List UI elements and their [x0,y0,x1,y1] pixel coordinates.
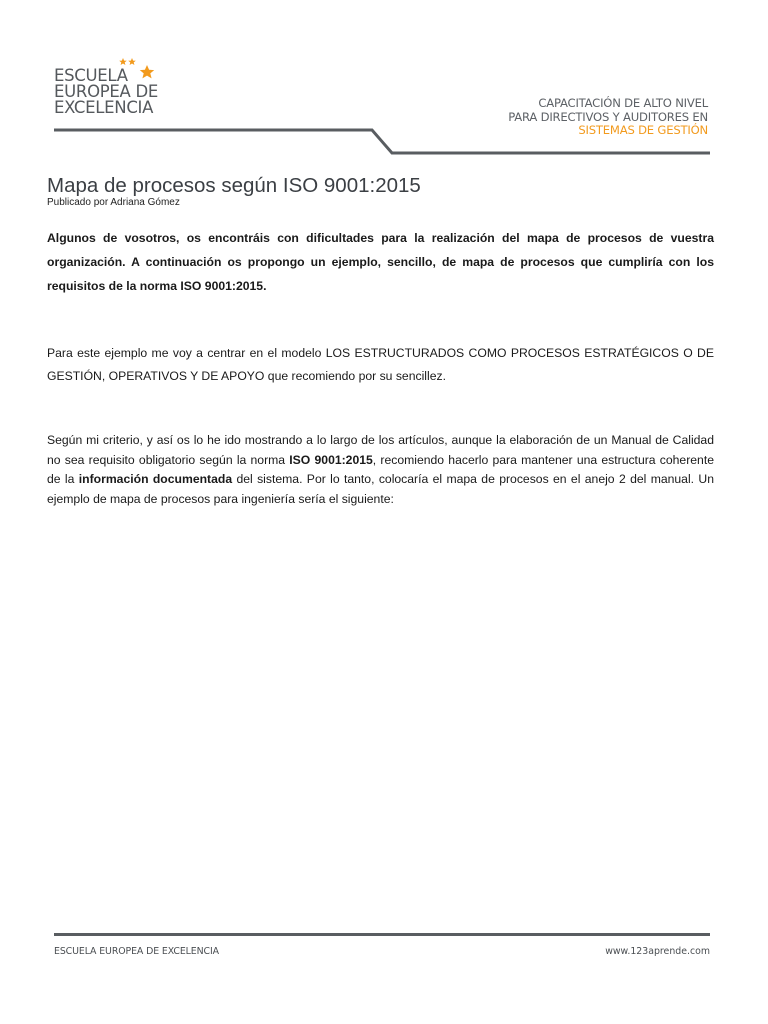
body-paragraph [47,431,714,509]
paragraph-text: , recomiendo hacerlo para mantener una estructura coherente de la [47,452,714,486]
logo-text-line: EUROPEA DE [54,82,158,101]
tagline-line: PARA DIRECTIVOS Y AUDITORES EN [508,109,708,124]
intro-paragraph: Algunos de vosotros, os encontráis con dificultades para la realización del mapa de procesos de vuestra organización. A continuación os propongo un ejemplo, sencillo, de mapa de procesos que cumpliría con los requisitos de la norma ISO 9001:2015. [47,231,714,293]
tagline-line: CAPACITACIÓN DE ALTO NIVEL [538,96,708,110]
tagline-accent-line: SISTEMAS DE GESTIÓN [578,123,708,137]
author-name: Adriana Gómez [110,197,180,208]
byline [47,197,180,208]
page-title: Mapa de procesos según ISO 9001:2015 [47,174,421,197]
school-logo [54,56,214,126]
footer-website: www.123aprende.com [605,946,710,957]
bold-text: información documentada [78,472,233,486]
footer-divider [54,933,710,936]
paragraph-text: del sistema. Por lo tanto, colocaría el mapa de procesos en el anejo 2 del manual. Un ejemplo de mapa de procesos para ingeniería sería el siguiente: [47,472,714,506]
header-divider [0,120,768,160]
bold-text: ISO 9001:2015 [289,452,373,467]
byline-prefix: Publicado por [47,197,111,208]
logo-text-line: ESCUELA [54,66,128,85]
logo-text-line: EXCELENCIA [54,98,154,117]
paragraph-text: Según mi criterio, y así os lo he ido mostrando a lo largo de los artículos, aunque la elaboración de un Manual de Calidad no sea requisito obligatorio según la norma [47,433,714,467]
body-paragraph: Para este ejemplo me voy a centrar en el modelo LOS ESTRUCTURADOS COMO PROCESOS ESTRATÉGICOS O DE GESTIÓN, OPERATIVOS Y DE APOYO que recomiendo por su sencillez. [47,346,714,383]
footer-school-name: ESCUELA EUROPEA DE EXCELENCIA [54,946,219,957]
